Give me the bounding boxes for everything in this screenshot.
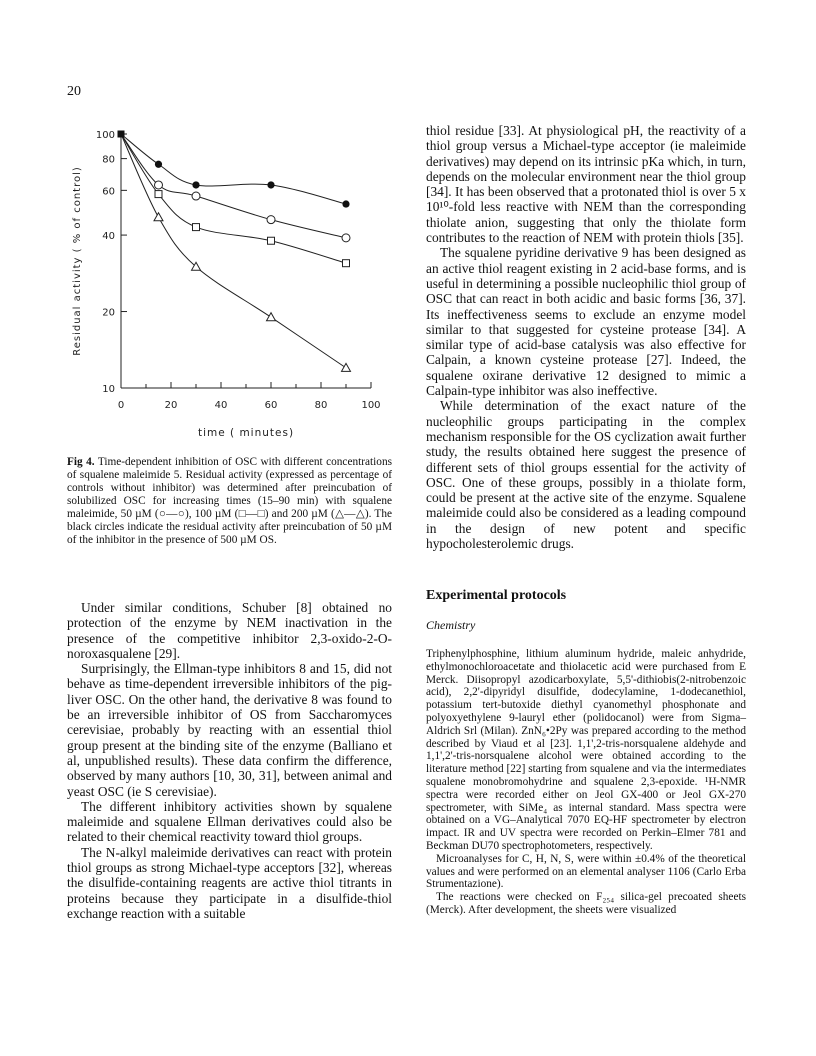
paragraph: Microanalyses for C, H, N, S, were within ±0.4% of the theoretical values and were performed on an elemental analyser 1106 (Carlo Erba Strumentazione). — [426, 852, 746, 891]
y-tick-label: 100 — [95, 130, 115, 141]
caption-text: Time-dependent inhibition of OSC with different concentrations of squalene maleimide 5. Residual activity (expressed as percentage of controls without inhibitor) was determined after preincubation of solubilized OSC for increasing times (15–90 min) with squalene maleimide, 50 µM (○—○), 100 µM (□—□) and 200 µM (△—△). The black circles indicate the residual activity after preincubation of 50 µM of the inhibitor in the presence of 500 µM OS. — [67, 456, 392, 546]
paragraph: thiol residue [33]. At physiological pH, the reactivity of a thiol group versus a Michael-type acceptor (ie maleimide derivatives) may depend on its intrinsic pKa which, in turn, depends on the molecular environment near the thiol group [34]. It has been observed that a protonated thiol is over 5 x 10¹⁰-fold less reactive with NEM than the corresponding thiolate anion, suggesting that only the thiolate form contributes to the reaction of NEM with protein thiols [35]. — [426, 123, 746, 246]
y-tick-label: 80 — [102, 154, 115, 166]
data-point — [267, 313, 276, 321]
data-point — [192, 192, 200, 200]
x-tick-label: 40 — [214, 400, 228, 411]
series-line — [121, 134, 346, 368]
page-number: 20 — [67, 84, 81, 99]
figure-caption — [67, 456, 392, 547]
paragraph: The squalene pyridine derivative 9 has been designed as an active thiol reagent existing in 2 acid-base forms, and is useful in determining a possible nucleophilic thiol group of OSC that can react in both acidic and basic forms [36, 37]. Its ineffectiveness seems to exclude an enzyme model similar to that suggested for cysteine protease [34]. A similar type of acid-base catalysis was also effective for Calpain, a known cysteine protease [27]. Indeed, the squalene oxirane derivative 12 designed to mimic a Calpain-type inhibitor was also ineffective. — [426, 245, 746, 399]
data-point — [155, 181, 163, 189]
subsection-heading: Chemistry — [426, 618, 476, 632]
data-point — [193, 224, 200, 231]
data-point — [267, 216, 275, 224]
figure-4-chart — [66, 122, 396, 442]
paragraph: The N-alkyl maleimide derivatives can react with protein thiol groups as strong Michael-type acceptors [32], whereas the disulfide-containing reagents are active thiol titrants in proteins because they participate in a disulfide-thiol exchange reaction with a suitable — [67, 844, 392, 921]
data-point — [267, 181, 274, 188]
data-point — [192, 181, 199, 188]
y-axis-label: Residual activity ( % of control) — [72, 166, 83, 356]
x-axis-label: time ( minutes) — [197, 427, 295, 439]
x-tick-label: 100 — [361, 400, 381, 411]
paragraph: While determination of the exact nature of the nucleophilic groups participating in the complex mechanism responsible for the OS cyclization await further study, the results obtained here suggest the presence of different sets of thiol groups essential for the activity of OSC. One of these groups, possibly in a thiolate form, could be present at the active site of the enzyme. Squalene maleimide could also be considered as a leading compound in the design of new potent and specific hypocholesterolemic drugs. — [426, 398, 746, 552]
paragraph: Under similar conditions, Schuber [8] obtained no protection of the enzyme by NEM inactivation in the presence of the competitive inhibitor 2,3-oxido-2-O-noroxasqualene [29]. — [67, 600, 392, 661]
paragraph: The different inhibitory activities shown by squalene maleimide and squalene Ellman derivatives could also be related to their chemical reactivity toward thiol groups. — [67, 798, 392, 845]
y-tick-label: 10 — [102, 384, 115, 395]
y-tick-label: 40 — [102, 231, 115, 243]
left-column-text — [67, 600, 392, 921]
caption-label: Fig 4. — [67, 456, 95, 468]
data-point — [342, 234, 350, 242]
x-tick-label: 60 — [264, 400, 278, 411]
data-point — [118, 131, 125, 138]
paragraph: The reactions were checked on F₂₅₄ silica-gel precoated sheets (Merck). After development, the sheets were visualized — [426, 891, 746, 916]
x-tick-label: 20 — [164, 400, 178, 411]
y-tick-label: 20 — [102, 307, 115, 319]
data-point — [154, 213, 163, 221]
data-point — [343, 260, 350, 267]
data-point — [155, 191, 162, 198]
x-tick-label: 80 — [314, 400, 328, 411]
data-point — [268, 237, 275, 244]
x-tick-label: 0 — [117, 400, 125, 411]
experimental-text — [426, 648, 746, 917]
paragraph: Surprisingly, the Ellman-type inhibitors 8 and 15, did not behave as time-dependent irreversible inhibitors of the pig-liver OSC. On the other hand, the derivative 8 was found to be an irreversible inhibitor of OS from Saccharomyces cerevisiae, probably by reacting with an essential thiol group present at the binding site of the enzyme (Balliano et al, unpublished results). These data confirm the difference, observed by many authors [10, 30, 31], between animal and yeast OSC (ie S cerevisiae). — [67, 661, 392, 799]
paragraph: Triphenylphosphine, lithium aluminum hydride, maleic anhydride, ethylmonochloroacetate and thiolacetic acid were purchased from E Merck. Diisopropyl azodicarboxylate, 5,5'-dithiobis(2-nitrobenzoic acid), 2,2'-dipyridyl disulfide, dodecylamine, 1-dodecanethiol, potassium tert-butoxide diethyl cyanomethyl phosphonate and polyoxyethylene 9-lauryl ether (polidocanol) were from Sigma–Aldrich Srl (Milan). ZnN₆•2Py was prepared according to the method described by Viaud et al [23]. 1,1',2-tris-norsqualene aldehyde and 1,1',2'-tris-norsqualene alcohol were obtained according to the literature method [22] starting from squalene and via the intermediates squalene monobromohydrine and squalene 2,3-epoxide. ¹H-NMR spectra were recorded either on Jeol GX-400 or Jeol GX-270 spectrometer, with SiMe₄ as internal standard. Mass spectra were obtained on a VG–Analytical 7070 EQ-HF spectrometer by electron impact. IR and UV spectra were recorded on Perkin–Elmer 781 and Beckman DU70 spectrophotometers, respectively. — [426, 648, 746, 852]
data-point — [342, 363, 351, 371]
section-heading: Experimental protocols — [426, 588, 567, 603]
right-column-text — [426, 123, 746, 551]
data-point — [155, 161, 162, 168]
y-tick-label: 60 — [102, 186, 115, 198]
data-point — [342, 200, 349, 207]
series-line — [121, 134, 346, 263]
